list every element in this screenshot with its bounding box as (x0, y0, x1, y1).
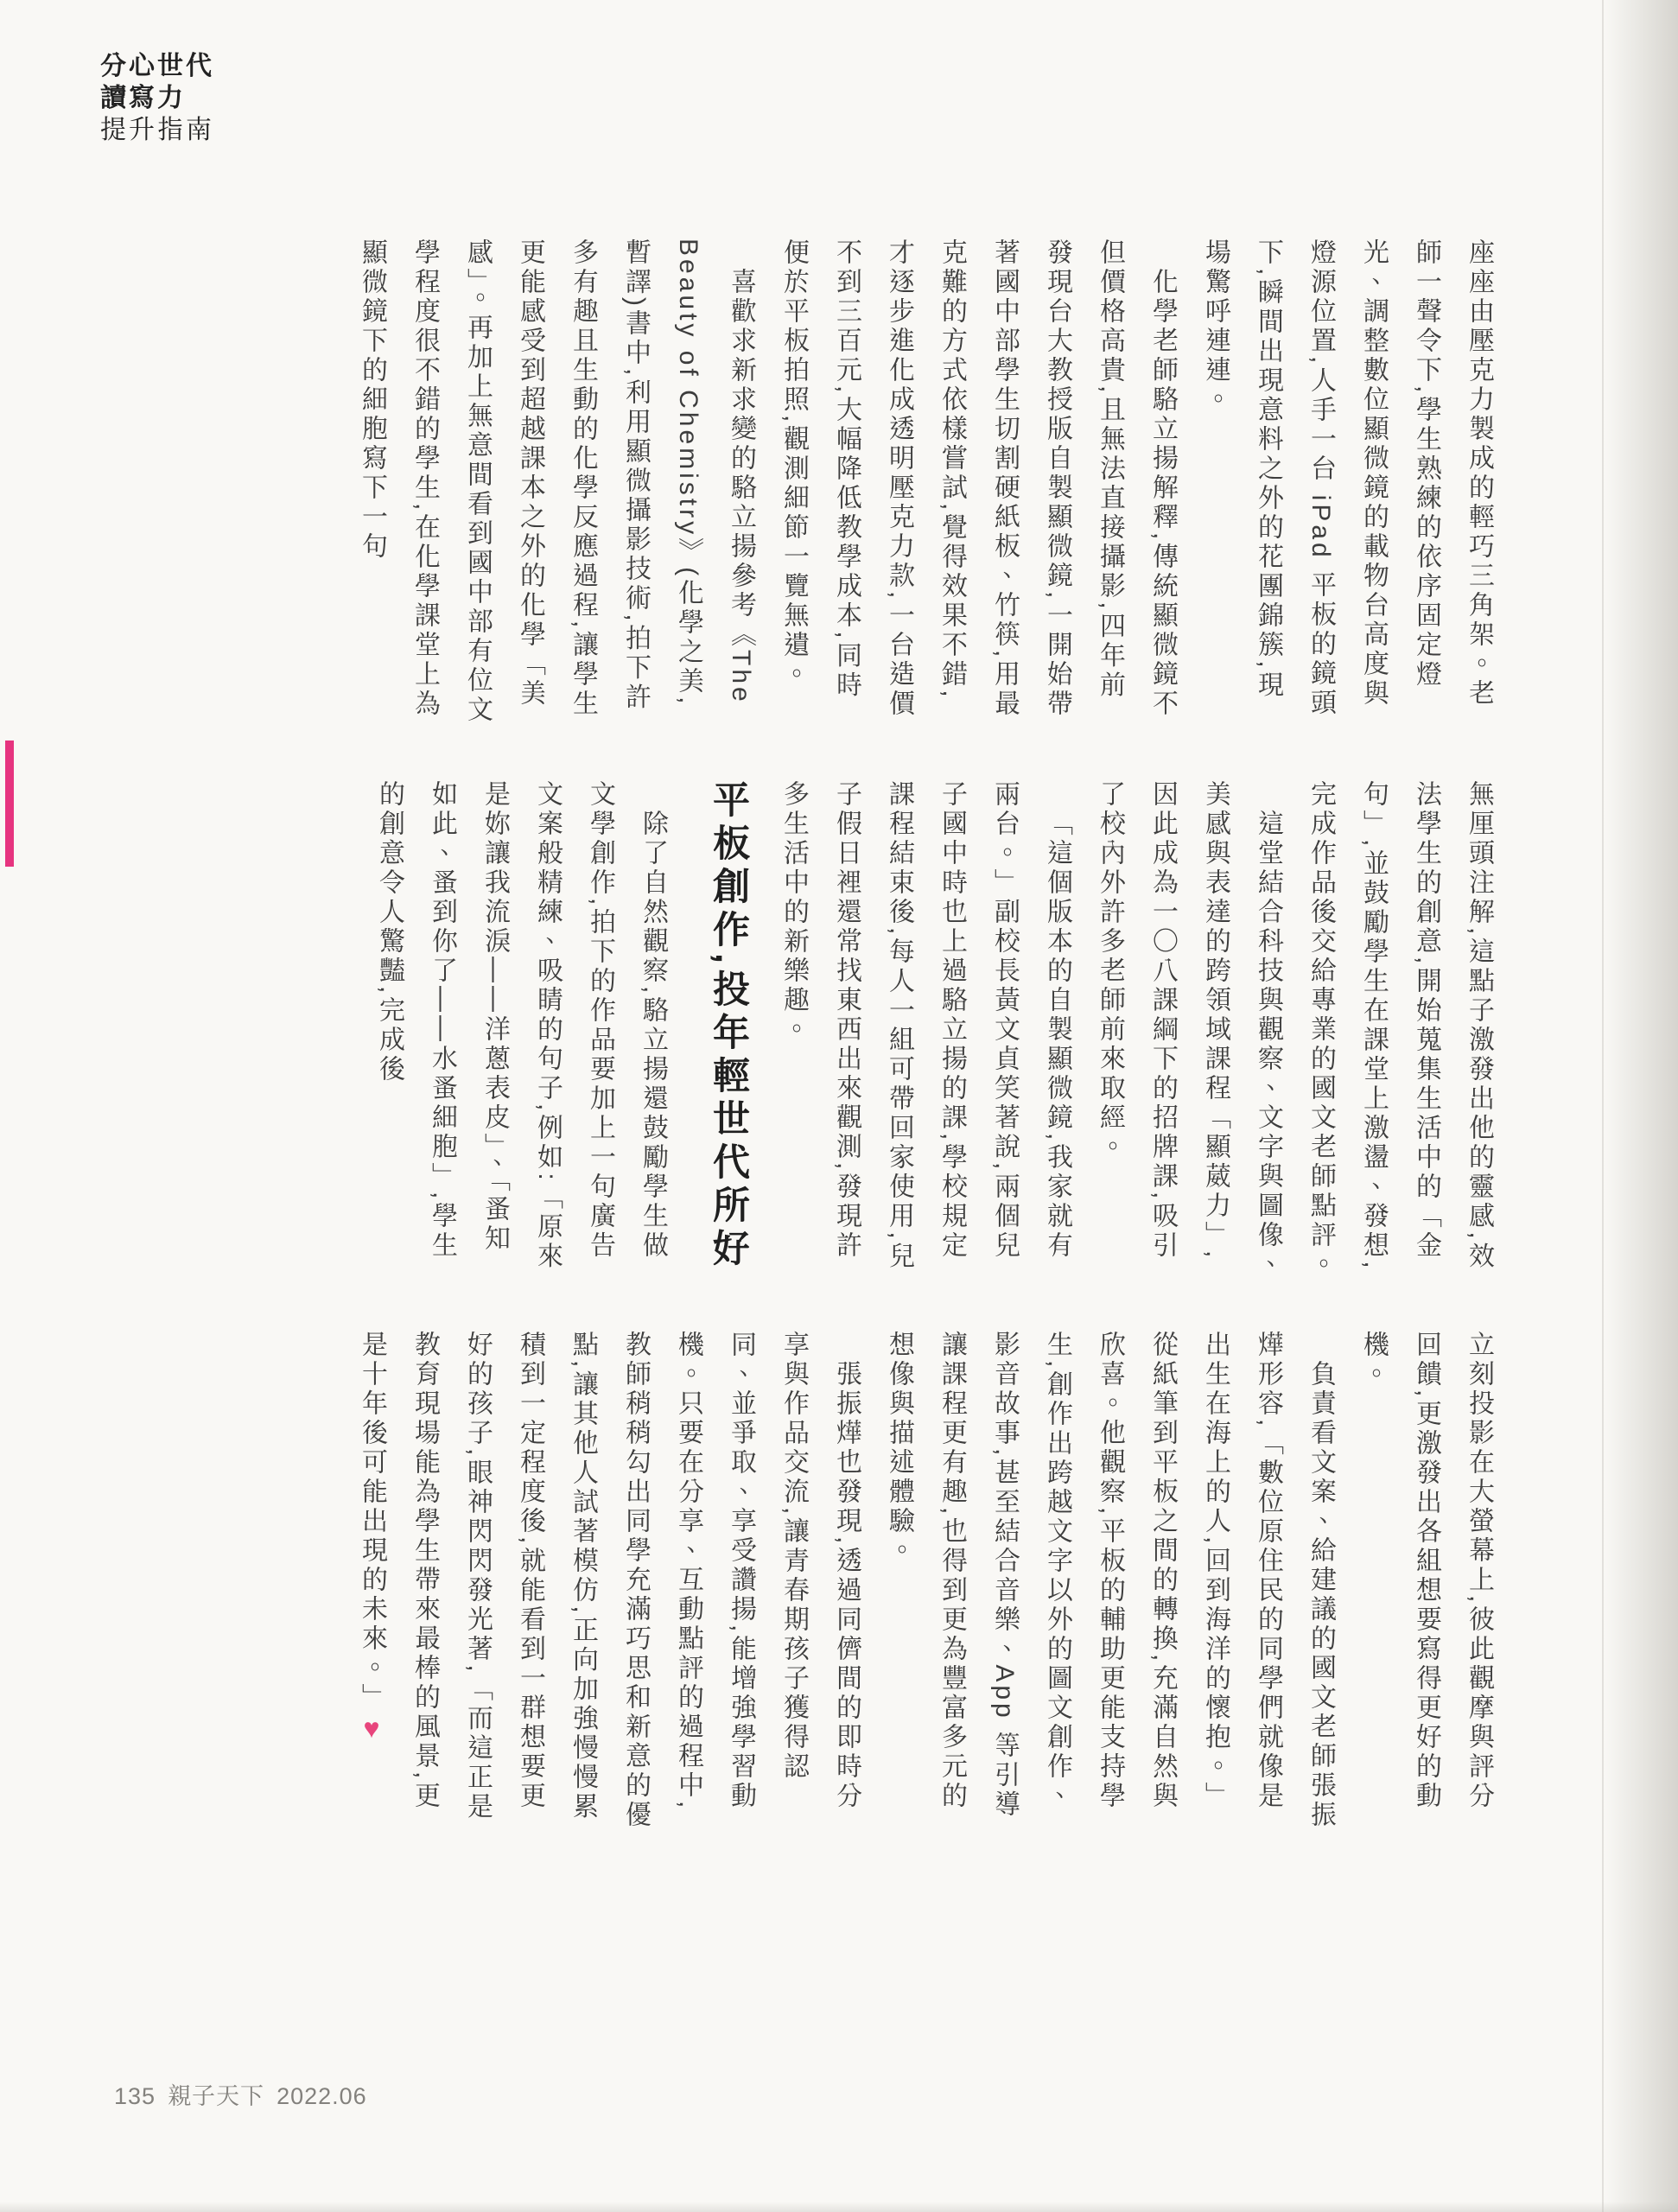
pink-accent-bar (5, 741, 14, 867)
section-header (100, 50, 214, 146)
heart-icon: ♥ (356, 1713, 387, 1744)
paragraph: 負責看文案、給建議的國文老師張振燁形容,「數位原住民的同學們就像是出生在海上的人,回到海洋的懷抱。」從紙筆到平板之間的轉換,充滿自然與欣喜。他觀察,平板的輔助更能支持學生,創作出跨越文字以外的圖文創作、影音故事,甚至結合音樂、App 等引導讓課程更有趣,也得到更為豐富多元的想像與描述體驗。 (885, 1331, 1335, 1830)
page-footer (114, 2077, 379, 2111)
paragraph: 無厘頭注解,這點子激發出他的靈感,效法學生的創意,開始蒐集生活中的「金句」,並鼓勵學生在課堂上激盪、發想,完成作品後交給專業的國文老師點評。 (1306, 780, 1493, 1280)
page-bottom-shading (0, 2202, 1678, 2212)
page-edge-line (1602, 0, 1604, 2212)
paragraph: 除了自然觀察,駱立揚還鼓勵學生做文學創作,拍下的作品要加上一句廣告文案般精練、吸睛的句子,例如:「原來是妳讓我流淚——洋蔥表皮」、「蚤知如此、蚤到你了——水蚤細胞」,學生的創意令人驚豔,完成後 (375, 780, 667, 1272)
page-edge-shading (1604, 0, 1678, 2212)
paragraph: 喜歡求新求變的駱立揚參考《The Beauty of Chemistry》(化學之美,暫譯)書中,利用顯微攝影技術,拍下許多有趣且生動的化學反應過程,讓學生更能感受到超越課本之外的化學「美感」。再加上無意間看到國中部有位文學程度很不錯的學生,在化學課堂上為顯微鏡下的細胞寫下一句 (358, 238, 755, 725)
article-band-bottom (294, 1331, 1505, 1832)
paragraph: 化學老師駱立揚解釋,傳統顯微鏡不但價格高貴,且無法直接攝影,四年前發現台大教授版自製顯微鏡,一開始帶著國中部學生切割硬紙板、竹筷,用最克難的方式依樣嘗試,覺得效果不錯,才逐步進化成透明壓克力款,一台造價不到三百元,大幅降低教學成本,同時便於平板拍照,觀測細節一覽無遺。 (779, 238, 1177, 720)
paragraph (345, 1331, 873, 1832)
header-line-3: 提升指南 (100, 116, 214, 144)
article-band-top (294, 238, 1505, 729)
magazine-name: 親子天下 (168, 2083, 265, 2109)
paragraph: 立刻投影在大螢幕上,彼此觀摩與評分回饋,更激發出各組想要寫得更好的動機。 (1359, 1331, 1493, 1812)
page-number: 135 (114, 2083, 156, 2109)
paragraph: 座座由壓克力製成的輕巧三角架。老師一聲令下,學生熟練的依序固定燈光、調整數位顯微鏡的載物台高度與燈源位置,人手一台 iPad 平板的鏡頭下,瞬間出現意料之外的花團錦簇,現場驚呼連連。 (1201, 238, 1493, 719)
header-line-2: 讀寫力 (100, 84, 186, 112)
paragraph-text: 張振燁也發現,透過同儕間的即時分享與作品交流,讓青春期孩子獲得認同、並爭取、享受讚揚,能增強學習動機。只要在分享、互動點評的過程中,教師稍稍勾出同學充滿巧思和新意的優點,讓其他人試著模仿,正向加強慢慢累積到一定程度後,就能看到一群想要更好的孩子,眼神閃閃發光著,「而這正是教育現場能為學生帶來最棒的風景,更是十年後可能出現的未來。」 (358, 1331, 861, 1830)
header-line-1: 分心世代 (100, 52, 214, 80)
paragraph: 這堂結合科技與觀察、文字與圖像、美感與表達的跨領域課程「顯葳力」,因此成為一〇八課綱下的招牌課,吸引了校內外許多老師前來取經。 (1096, 780, 1282, 1280)
paragraph: 「這個版本的自製顯微鏡,我家就有兩台。」副校長黃文貞笑著說,兩個兒子國中時也上過駱立揚的課,學校規定課程結束後,每人一組可帶回家使用,兒子假日裡還常找東西出來觀測,發現許多生活中的新樂趣。 (779, 780, 1071, 1272)
article-band-middle (294, 780, 1505, 1281)
article-subheading: 平板創作,投年輕世代所好 (708, 780, 749, 1272)
issue-date: 2022.06 (276, 2083, 367, 2109)
